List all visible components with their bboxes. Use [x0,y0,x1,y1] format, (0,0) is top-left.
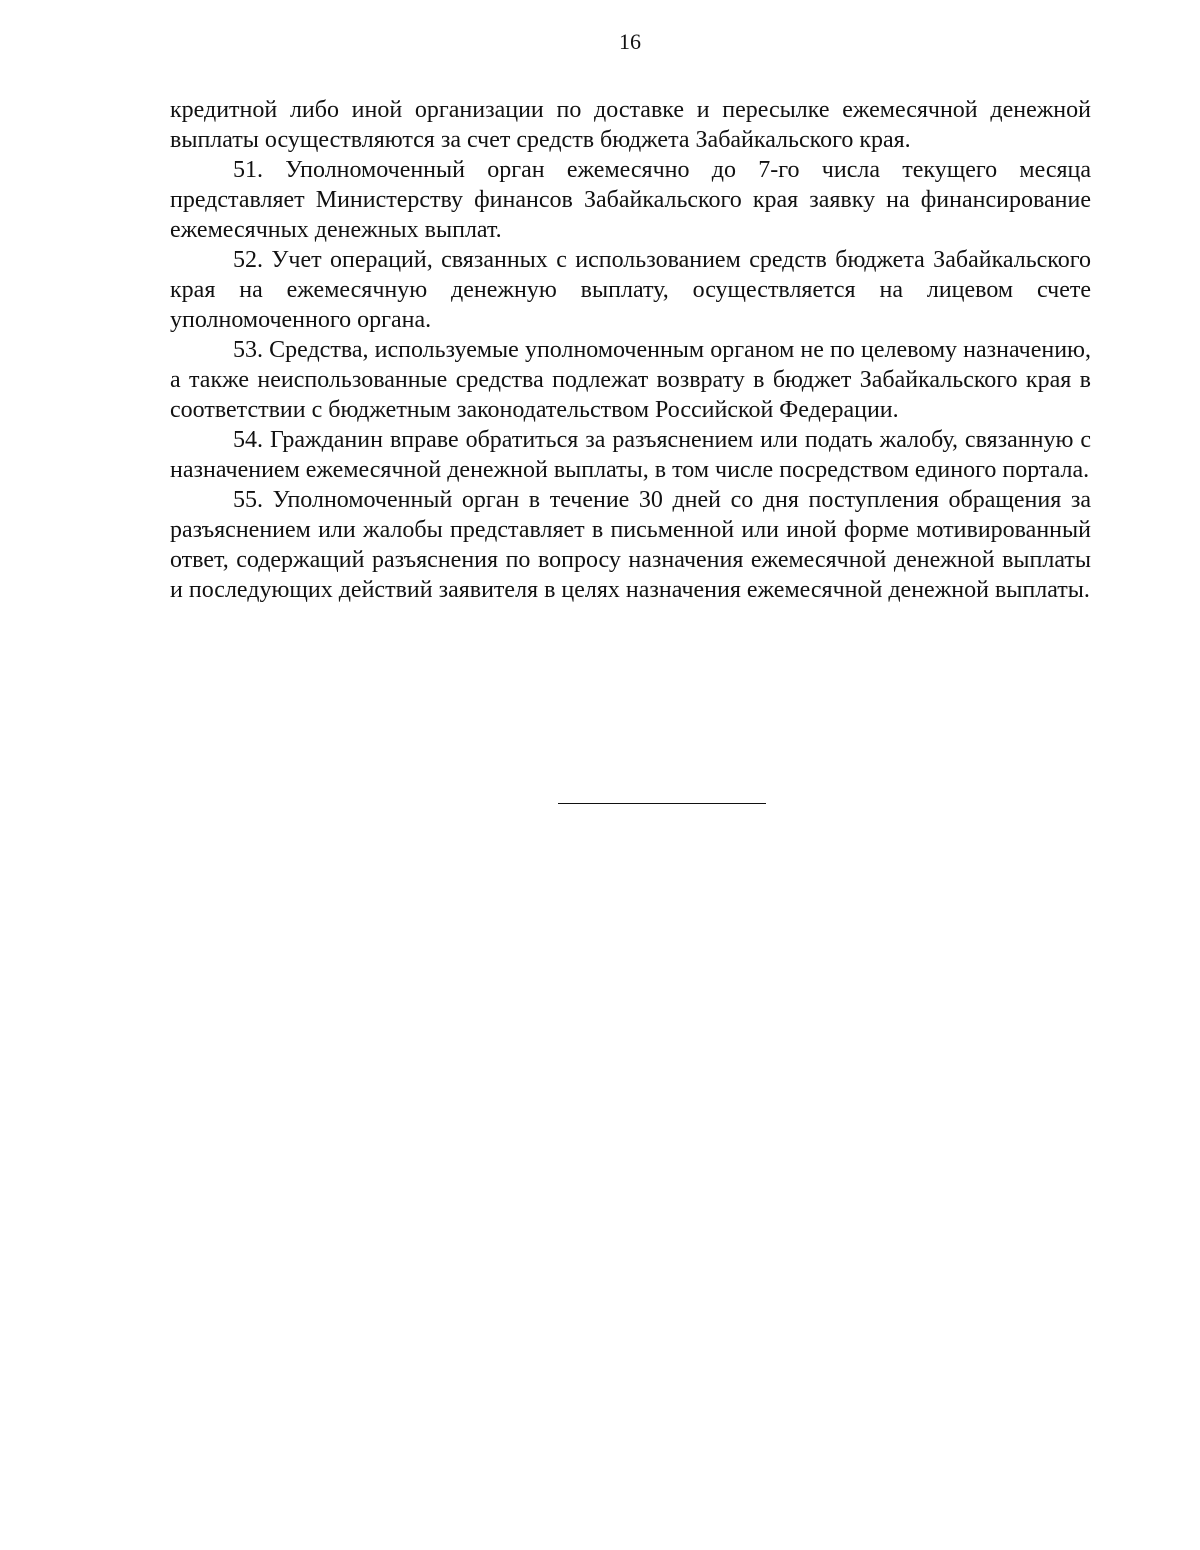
page-number: 16 [619,29,641,54]
document-body [170,95,1091,605]
paragraph-55: 55. Уполномоченный орган в течение 30 дней со дня поступления обращения за разъяснением или жалобы представляет в письменной или иной форме мотивированный ответ, содержащий разъяснения по вопросу назначения ежемесячной денежной выплаты и последующих действий заявителя в целях назначения ежемесячной денежной выплаты. [170,487,1091,603]
paragraph-53: 53. Средства, используемые уполномоченным органом не по целевому назначению, а также неиспользованные средства подлежат возврату в бюджет Забайкальского края в соответствии с бюджетным законодательством Российской Федерации. [170,337,1091,423]
paragraph-54: 54. Гражданин вправе обратиться за разъяснением или подать жалобу, связанную с назначением ежемесячной денежной выплаты, в том числе посредством единого портала. [170,427,1091,483]
paragraph-51: 51. Уполномоченный орган ежемесячно до 7-го числа текущего месяца представляет Министерству финансов Забайкальского края заявку на финансирование ежемесячных денежных выплат. [170,157,1091,243]
paragraph-52: 52. Учет операций, связанных с использованием средств бюджета Забайкальского края на ежемесячную денежную выплату, осуществляется на лицевом счете уполномоченного органа. [170,247,1091,333]
end-separator-line [558,803,766,804]
paragraph-continuation: кредитной либо иной организации по доставке и пересылке ежемесячной денежной выплаты осуществляются за счет средств бюджета Забайкальского края. [170,97,1091,153]
